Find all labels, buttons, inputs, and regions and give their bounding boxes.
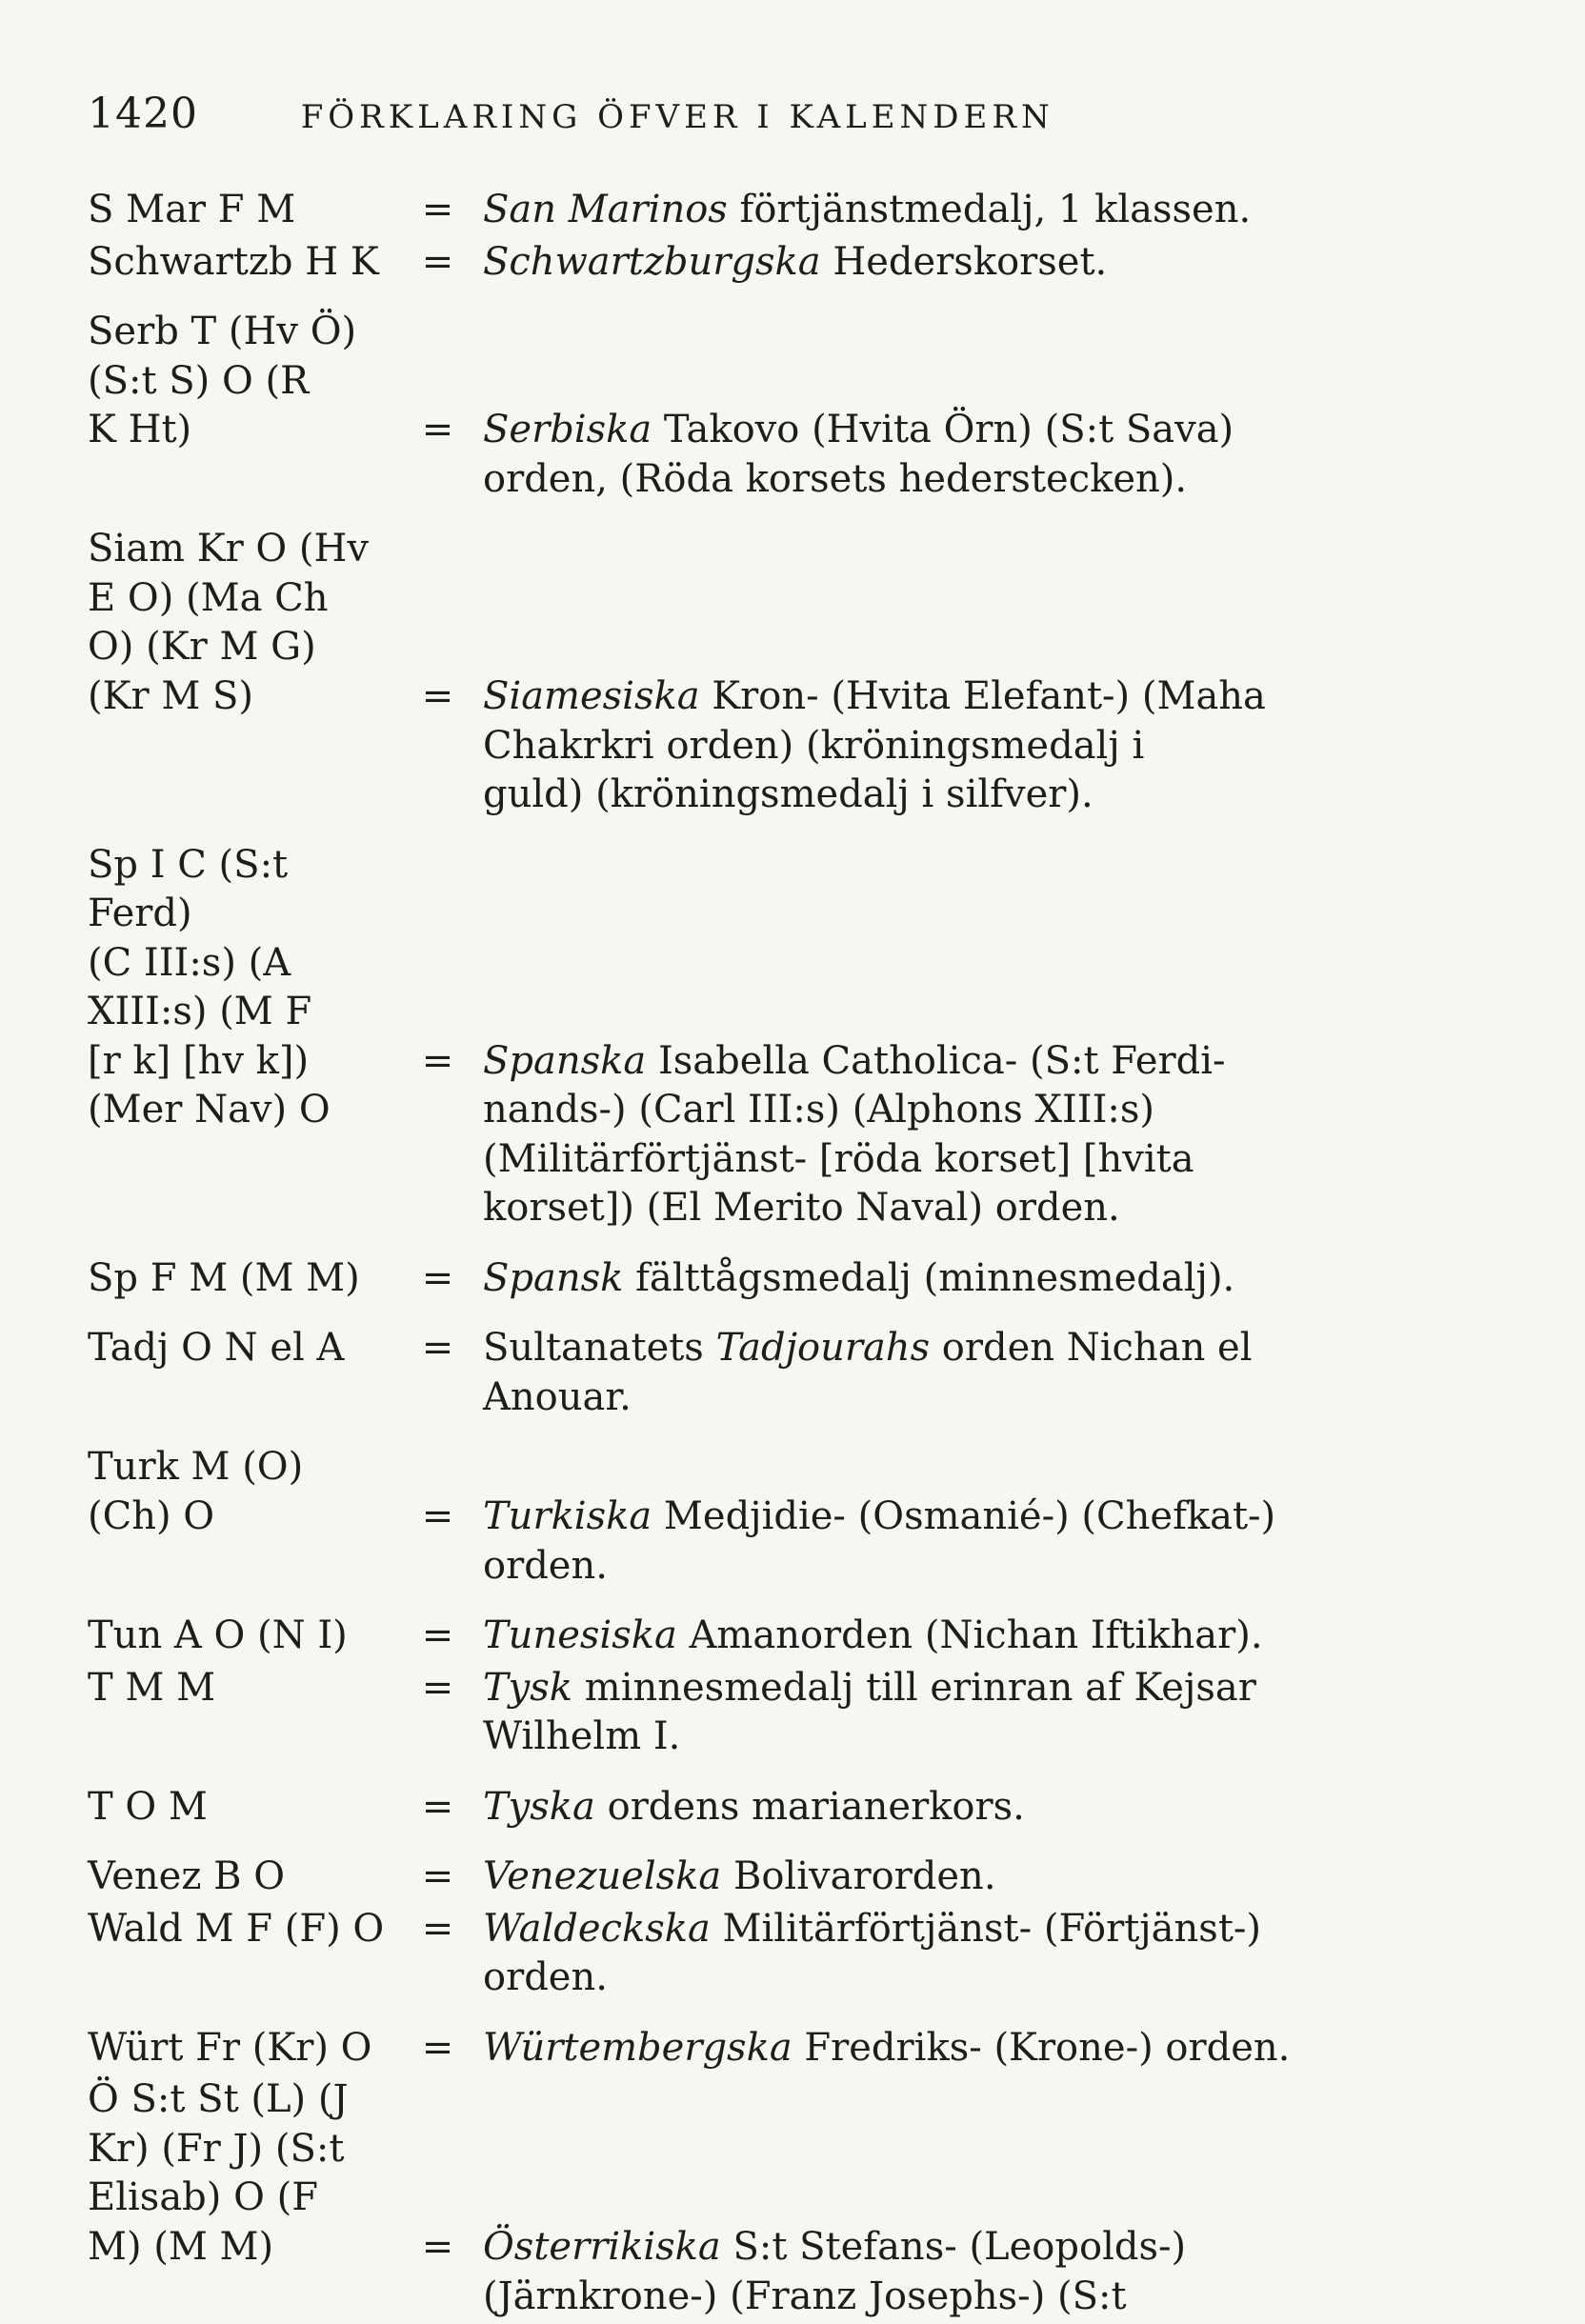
entry-san-marino [88,186,1497,235]
country-adjective: Tyska [483,1784,595,1829]
entry-abbreviation: Würt Fr (Kr) O [88,2025,372,2070]
country-adjective: Tadjourahs [715,1326,931,1370]
equals-sign: = [421,1784,454,1829]
entry-waldeck [88,1905,1497,2003]
entry-definition [483,2024,1293,2074]
entry-abbreviation: S Mar F M [88,188,296,231]
entry-venezuela [88,1853,1497,1902]
entry-definition [483,672,1293,820]
definition-text: ordens marianerkors. [594,1784,1025,1829]
entry-abbreviation: Ö S:t St (L) (J Kr) (Fr J) (S:t Elisab) O (F M) (M M) [88,2077,349,2269]
entry-abbreviation: Turk M (O) (Ch) O [88,1445,304,1538]
definition-text: orden Nichan el Anouar. [483,1326,1253,1419]
page-header [88,90,1054,138]
entry-abbreviation: Sp F M (M M) [88,1255,360,1300]
country-adjective: San Marinos [483,188,728,231]
entry-abbreviation: Siam Kr O (Hv E O) (Ma Ch O) (Kr M G) (Kr M S) [88,527,369,718]
entry-austria [88,2075,1497,2321]
entry-abbreviation: T O M [88,1784,208,1829]
entry-abbreviation: T M M [88,1665,216,1710]
equals-sign: = [421,188,454,231]
entry-abbreviation: Venez B O [88,1854,286,1898]
entry-tadjourah [88,1324,1497,1422]
abbreviation-list [88,186,1497,2324]
definition-text: Fredriks- (Krone-) orden. [792,2025,1291,2070]
entry-schwartzburg [88,238,1497,288]
entry-germany-cross [88,1783,1497,1833]
country-adjective: Venezuelska [483,1854,722,1898]
equals-sign: = [421,674,454,718]
definition-text: Kron- (Hvita Elefant-) (Maha Chakrkri orden) (kröningsmedalj i guld) (kröningsmedalj i silfver). [483,674,1266,816]
entry-definition [483,1493,1293,1591]
running-title: FÖRKLARING ÖFVER I KALENDERN [300,98,1054,136]
entry-abbreviation: Serb T (Hv Ö) (S:t S) O (R K Ht) [88,310,357,451]
definition-text: Takovo (Hvita Örn) (S:t Sava) orden, (Röda korsets hederstecken). [483,408,1234,501]
equals-sign: = [421,1494,454,1538]
country-adjective: Turkiska [483,1494,652,1538]
entry-abbreviation: Wald M F (F) O [88,1906,385,1951]
country-adjective: Schwartzburgska [483,239,821,284]
country-adjective: Österrikiska [483,2225,721,2269]
entry-spain-medal [88,1254,1497,1304]
country-adjective: Würtembergska [483,2025,792,2070]
equals-sign: = [421,1038,454,1083]
country-adjective: Spansk [483,1255,624,1300]
equals-sign: = [421,2225,454,2269]
equals-sign: = [421,408,454,451]
entry-definition [483,1324,1293,1422]
definition-text: Medjidie- (Osmanié-) (Chefkat-) orden. [483,1494,1276,1588]
entry-definition [483,1037,1293,1233]
definition-text: Hederskorset. [820,239,1108,284]
country-adjective: Serbiska [483,408,652,451]
country-adjective: Spanska [483,1038,647,1083]
entry-definition [483,406,1293,504]
equals-sign: = [421,2025,454,2070]
entry-serbia [88,308,1497,504]
entry-abbreviation: Schwartzb H K [88,239,379,284]
definition-text: förtjänstmedalj, 1 klassen. [727,188,1252,231]
entry-turkey [88,1443,1497,1591]
definition-prefix: Sultanatets [483,1326,716,1370]
definition-text: minnesmedalj till erinran af Kejsar Wilhelm I. [483,1665,1256,1758]
equals-sign: = [421,1255,454,1300]
entry-spain-orders [88,841,1497,1233]
definition-text: Isabella Catholica- (S:t Ferdi- nands-) (Carl III:s) (Alphons XIII:s) (Militärförtjänst- [röda korset] [hvita korset]) (El Merito Naval) orden. [483,1038,1226,1230]
country-adjective: Siamesiska [483,674,700,718]
definition-text: Militärförtjänst- (Förtjänst-) orden. [483,1906,1262,1999]
definition-text: Amanorden (Nichan Iftikhar). [676,1613,1263,1657]
page-number: 1420 [88,90,198,138]
entry-abbreviation: Tadj O N el A [88,1326,345,1370]
entry-wurttemberg [88,2024,1497,2074]
entry-abbreviation: Tun A O (N I) [88,1613,348,1657]
definition-text: Bolivarorden. [721,1854,996,1898]
entry-definition [483,238,1293,288]
equals-sign: = [421,239,454,284]
entry-definition [483,1254,1293,1304]
entry-germany-medal [88,1664,1497,1762]
entry-definition [483,1905,1293,2003]
country-adjective: Waldeckska [483,1906,711,1951]
equals-sign: = [421,1665,454,1710]
entry-definition [483,1612,1293,1661]
entry-definition [483,2223,1293,2321]
entry-abbreviation: Sp I C (S:t Ferd) (C III:s) (A XIII:s) (M F [r k] [hv k]) (Mer Nav) O [88,842,331,1132]
equals-sign: = [421,1854,454,1898]
entry-tunisia [88,1612,1497,1661]
country-adjective: Tysk [483,1665,573,1710]
entry-siam [88,525,1497,820]
entry-definition [483,1853,1293,1902]
definition-text: fälttågsmedalj (minnesmedalj). [623,1255,1235,1300]
equals-sign: = [421,1326,454,1370]
equals-sign: = [421,1906,454,1951]
definition-text: S:t Stefans- (Leopolds-) (Järnkrone-) (Franz Josephs-) (S:t [483,2225,1187,2318]
entry-definition [483,1783,1293,1833]
entry-definition [483,186,1293,235]
country-adjective: Tunesiska [483,1613,677,1657]
entry-definition [483,1664,1293,1762]
equals-sign: = [421,1613,454,1657]
